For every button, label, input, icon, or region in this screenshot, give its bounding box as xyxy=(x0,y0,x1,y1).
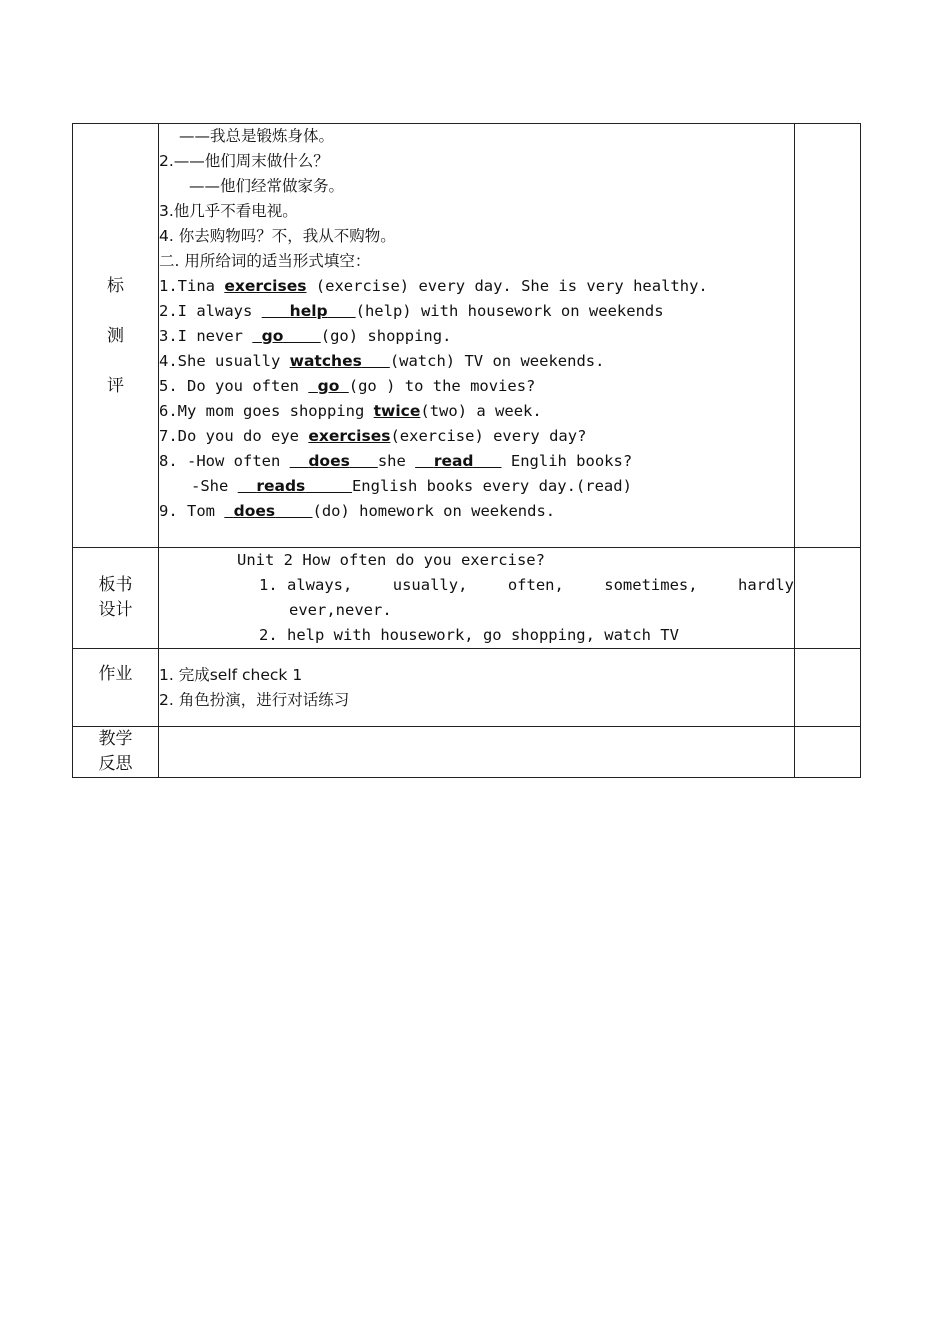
fill-6-answer: twice xyxy=(373,402,421,420)
homework-item-2: 2. 角色扮演，进行对话练习 xyxy=(159,691,350,709)
fill-8-pre: 8. -How often xyxy=(159,452,290,470)
board-word-3: often, xyxy=(507,576,564,594)
fill-8-mid: she xyxy=(377,452,416,470)
fill-item-8 xyxy=(159,449,794,474)
fill-item-5 xyxy=(159,374,794,399)
translate-line-2: 2.——他们周末做什么？ xyxy=(159,152,329,170)
fill-item-9 xyxy=(159,499,794,524)
fill-8-answer-1: does xyxy=(308,452,350,470)
test-label-char-3: 评 xyxy=(107,376,124,396)
fill-9-pre: 9. Tom xyxy=(159,502,225,520)
reflection-label-cell xyxy=(73,727,159,778)
fill-1-answer: exercises xyxy=(224,277,307,295)
fill-item-8b xyxy=(159,474,794,499)
homework-side-cell xyxy=(795,649,861,727)
reflection-label-1: 教学 xyxy=(98,729,133,749)
test-label-char-2: 测 xyxy=(107,326,124,346)
translate-line-1: ——我总是锻炼身体。 xyxy=(179,127,335,145)
board-word-5: hardly xyxy=(738,576,794,594)
translate-line-4: 3.他几乎不看电视。 xyxy=(159,202,298,220)
test-side-cell xyxy=(795,124,861,548)
homework-row xyxy=(73,649,861,727)
fill-2-answer: help xyxy=(289,302,328,320)
board-title: Unit 2 How often do you exercise? xyxy=(237,551,545,569)
fill-8-post: Englih books? xyxy=(501,452,633,470)
board-label-2: 设计 xyxy=(98,600,133,620)
board-row xyxy=(73,548,861,649)
board-content-cell xyxy=(159,548,795,649)
fill-item-1 xyxy=(159,274,794,299)
board-label-cell xyxy=(73,548,159,649)
fill-1-pre: 1.Tina xyxy=(159,277,225,295)
fill-6-pre: 6.My mom goes shopping xyxy=(159,402,374,420)
fill-1-post: (exercise) every day. She is very healthy. xyxy=(306,277,708,295)
reflection-label-2: 反思 xyxy=(98,754,133,774)
homework-label: 作业 xyxy=(98,664,133,684)
test-row xyxy=(73,124,861,548)
board-item-1-cont: ever,never. xyxy=(289,601,392,619)
board-item-1 xyxy=(159,573,794,598)
board-word-2: usually, xyxy=(392,576,468,594)
fill-item-7 xyxy=(159,424,794,449)
fill-8-answer-2: read xyxy=(433,452,474,470)
fill-8b-answer: reads xyxy=(256,477,306,495)
fill-8b-pre: -She xyxy=(191,477,238,495)
section-two-heading: 二. 用所给词的适当形式填空： xyxy=(159,252,371,270)
reflection-content-cell[interactable] xyxy=(159,727,795,778)
board-word-4: sometimes, xyxy=(604,576,698,594)
fill-item-6 xyxy=(159,399,794,424)
fill-8b-post: English books every day.(read) xyxy=(351,477,632,495)
test-label-cell xyxy=(73,124,159,548)
fill-2-post: (help) with housework on weekends xyxy=(355,302,664,320)
board-word-1: 1. always, xyxy=(259,576,353,594)
fill-4-post: (watch) TV on weekends. xyxy=(389,352,605,370)
fill-item-2 xyxy=(159,299,794,324)
fill-2-pre: 2.I always xyxy=(159,302,262,320)
fill-4-pre: 4.She usually xyxy=(159,352,290,370)
fill-9-answer: does xyxy=(233,502,276,520)
test-label-char-1: 标 xyxy=(107,276,124,296)
translate-line-3: ——他们经常做家务。 xyxy=(189,177,345,195)
translate-line-5: 4. 你去购物吗？不，我从不购物。 xyxy=(159,227,396,245)
board-label-1: 板书 xyxy=(98,575,133,595)
fill-5-answer: go xyxy=(317,377,340,395)
fill-7-post: (exercise) every day? xyxy=(390,427,587,445)
board-item-2: 2. help with housework, go shopping, watch TV xyxy=(259,626,679,644)
reflection-row xyxy=(73,727,861,778)
reflection-side-cell xyxy=(795,727,861,778)
homework-label-cell xyxy=(73,649,159,727)
fill-3-post: (go) shopping. xyxy=(320,327,452,345)
fill-5-pre: 5. Do you often xyxy=(159,377,309,395)
fill-6-post: (two) a week. xyxy=(420,402,542,420)
fill-3-answer: go xyxy=(261,327,284,345)
fill-7-pre: 7.Do you do eye xyxy=(159,427,309,445)
board-side-cell xyxy=(795,548,861,649)
fill-item-3 xyxy=(159,324,794,349)
homework-item-1: 1. 完成self check 1 xyxy=(159,666,303,684)
fill-7-answer: exercises xyxy=(308,427,391,445)
lesson-plan-table xyxy=(72,123,861,778)
test-content-cell xyxy=(159,124,795,548)
fill-9-post: (do) homework on weekends. xyxy=(312,502,556,520)
fill-item-4 xyxy=(159,349,794,374)
fill-4-answer: watches xyxy=(289,352,362,370)
fill-3-pre: 3.I never xyxy=(159,327,253,345)
fill-5-post: (go ) to the movies? xyxy=(348,377,536,395)
homework-content-cell xyxy=(159,649,795,727)
